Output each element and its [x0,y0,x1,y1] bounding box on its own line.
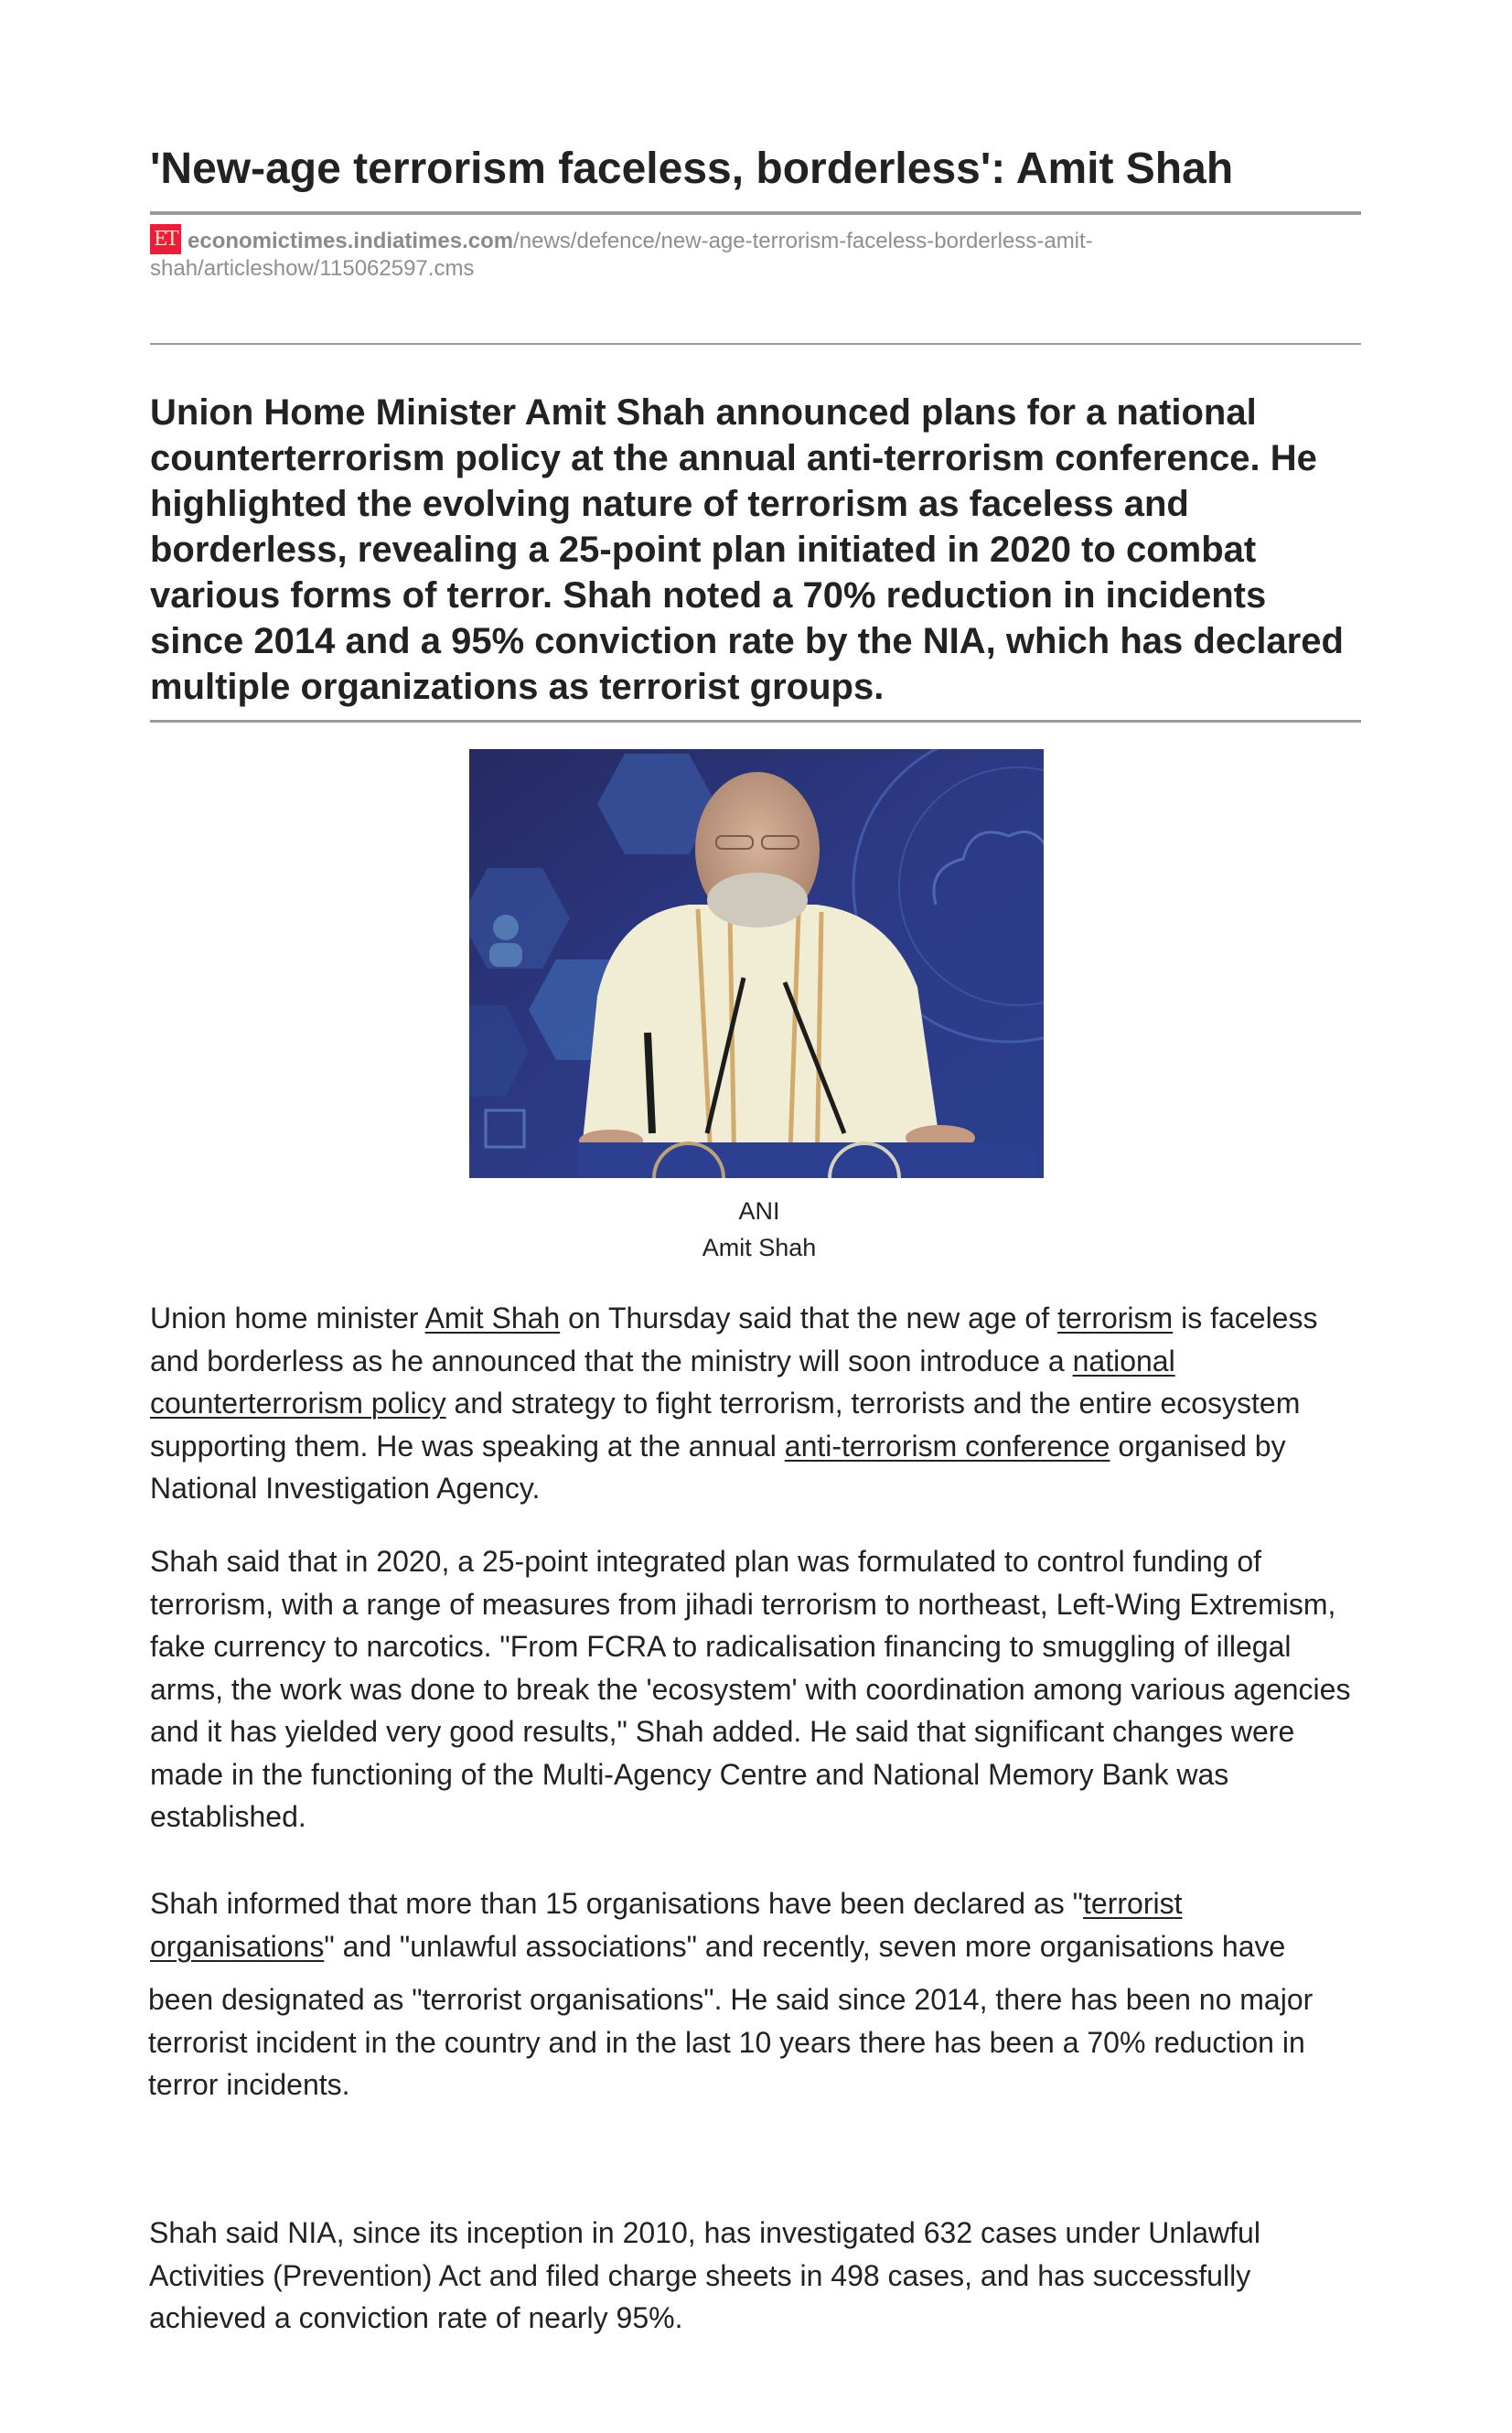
link-amit-shah[interactable]: Amit Shah [424,1302,561,1334]
paragraph-text: on Thursday said that the new age of [560,1302,1057,1334]
article-summary: Union Home Minister Amit Shah announced plans for a national counterterrorism policy at the annual anti-terrorism conference. He highlighted the evolving nature of terrorism as faceless and borderless, revealing a 25-point plan initiated in 2020 to combat various forms of terror. Shah noted a 70% reduction in incidents since 2014 and a 95% conviction rate by the NIA, which has declared multiple organizations as terrorist groups. [150,392,1344,707]
photo-credit: ANI [738,1197,780,1225]
source-url[interactable] [150,228,1147,283]
paragraph-text: organised by National Investigation Agency. [150,1429,1286,1505]
photo-caption-text: Amit Shah [702,1234,817,1261]
photo-speaker-at-podium [469,749,1044,1178]
paragraph-text: " and "unlawful associations" and recently, seven more organisations have [324,1929,1286,1963]
article-paragraph: Shah said that in 2020, a 25-point integrated plan was formulated to control funding of terrorism, with a range of measures from jihadi terrorism to northeast, Left-Wing Extremism, fake currency to narcotics. "From FCRA to radicalisation financing to smuggling of illegal arms, the work was done to break the 'ecosystem' with coordination among various agencies and it has yielded very good results," Shah added. He said that significant changes were made in the functioning of the Multi-Agency Centre and National Memory Bank was established. [150,1545,1351,1833]
source-url-path: /news/defence/new-age-terrorism-faceless-borderless-amit-shah/articleshow/115062597.cms [150,229,1093,281]
article-paragraph [150,1297,1371,1510]
link-terrorist-organisations[interactable]: terrorist organisations [150,1887,1183,1963]
paragraph-text: Shah informed that more than 15 organisations have been declared as " [150,1887,1084,1920]
paragraph-text: is faceless and borderless as he announced that the ministry will soon introduce a [150,1302,1318,1377]
article-paragraph: been designated as "terrorist organisations". He said since 2014, there has been no major terrorist incident in the country and in the last 10 years there has been a 70% reduction in terror incidents. [148,1983,1314,2101]
summary-divider [150,720,1361,723]
link-anti-terrorism-conference[interactable]: anti-terrorism conference [784,1429,1110,1463]
link-national-counterterrorism-policy[interactable]: national counterterrorism policy [150,1344,1175,1420]
article-paragraph [150,1882,1371,1967]
paragraph-text: and strategy to fight terrorism, terrorists and the entire ecosystem supporting them. He was speaking at the annual [150,1387,1301,1463]
paragraph-text: Union home minister [150,1302,425,1334]
article-photo [469,749,1044,1178]
article-paragraph: Shah said NIA, since its inception in 2010, has investigated 632 cases under Unlawful Activities (Prevention) Act and filed charge sheets in 498 cases, and has successfully achieved a conviction rate of nearly 95%. [149,2216,1260,2334]
title-divider [150,211,1361,215]
link-terrorism[interactable]: terrorism [1056,1302,1174,1334]
et-logo-icon: ET [150,224,181,254]
header-divider [150,343,1361,345]
source-url-domain: economictimes.indiatimes.com [188,229,514,253]
article-title: 'New-age terrorism faceless, borderless': Amit Shah [150,145,1234,193]
photo-caption [469,1193,1049,1266]
